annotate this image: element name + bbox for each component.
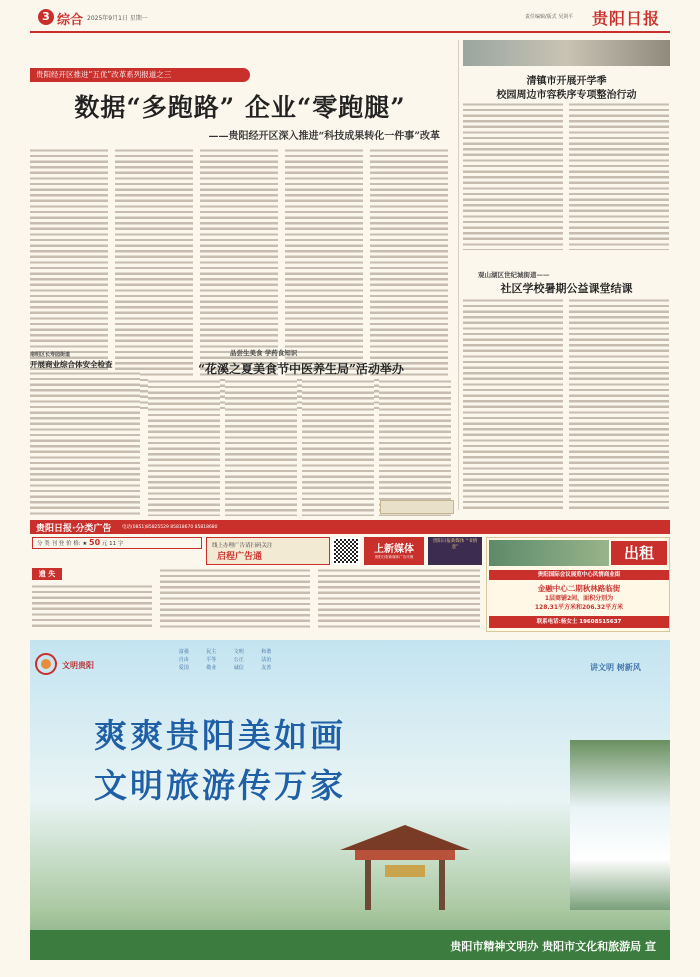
value-7: 公正	[233, 657, 244, 663]
pavilion-icon	[330, 820, 480, 910]
classified-ads	[30, 520, 670, 634]
banner-footer-text: 贵阳市精神文明办 贵阳市文化和旅游局 宣	[450, 940, 656, 953]
banner-footer	[30, 930, 670, 960]
banner-slogan-1: 爽爽贵阳美如画	[94, 716, 346, 755]
section-name: 综合	[57, 13, 84, 28]
price-unit: 元 11 字	[101, 541, 124, 547]
middle-body	[148, 379, 454, 516]
middle-column-2	[225, 379, 297, 516]
value-12: 友善	[261, 665, 272, 671]
rental-title: 贵阳国际会议展览中心风情商业街	[489, 570, 669, 580]
value-3: 文明	[233, 649, 244, 655]
right-top-photo	[463, 40, 670, 66]
value-6: 平等	[206, 657, 217, 663]
qr-code	[332, 537, 360, 565]
value-2: 民主	[206, 649, 217, 655]
value-10: 敬业	[206, 665, 217, 671]
middle-kicker: 品尝生美食 学药食知识	[230, 349, 298, 357]
middle-column-1	[148, 379, 220, 516]
brief-title: 开展商业综合体安全检查	[30, 360, 113, 369]
rental-line3: 128.31平方米和206.32平方米	[534, 604, 624, 611]
xinmei-label: 上新媒体	[374, 544, 414, 555]
classified-header	[30, 520, 670, 534]
online-ad	[206, 537, 330, 565]
rental-line1: 金融中心二期秋林路临街	[537, 584, 621, 593]
right-top-body	[463, 102, 670, 250]
editor-credit: 责任编辑/版式 吴剑平	[525, 14, 574, 20]
value-8: 法治	[261, 657, 272, 663]
value-4: 和谐	[261, 649, 272, 655]
xinmei-sub: 贵阳日报新媒体广告代理	[374, 555, 414, 559]
price-label: 分 类 刊 登 价 格: ★	[37, 541, 88, 547]
lost-notices-left	[32, 584, 152, 630]
brief-kicker: 南明区长寿园街道	[30, 352, 71, 358]
civilization-banner	[30, 640, 670, 960]
civilization-logo	[34, 652, 58, 676]
xinmei-badge	[364, 537, 424, 565]
civilization-brand: 文明贵阳	[62, 661, 94, 670]
header-rule	[30, 31, 670, 33]
right-mid-column-2	[569, 298, 669, 510]
lead-subtitle: ——贵阳经开区深入推进“科技成果转化一件事”改革	[208, 131, 440, 142]
classified-hotline: 电话(0851)85825529 85818670 85818680	[122, 525, 218, 530]
right-top-column-2	[569, 102, 669, 250]
middle-column-3	[302, 379, 374, 516]
right-mid-body	[463, 298, 670, 510]
value-5: 自由	[178, 657, 189, 663]
right-mid-title: 社区学校暑期公益课堂结课	[500, 282, 633, 295]
lost-tag: 遗 失	[32, 568, 62, 580]
banner-topright: 讲文明 树新风	[590, 663, 641, 672]
rental-hero	[489, 540, 609, 566]
price-value: 50	[89, 538, 101, 547]
value-11: 诚信	[233, 665, 244, 671]
right-mid-column-1	[463, 298, 563, 510]
issue-date: 2025年9月1日 星期一	[87, 15, 148, 22]
brief-body	[30, 371, 140, 516]
middle-inline-ad	[380, 500, 454, 514]
rental-line2: 1层商铺2间，面积分别为	[544, 595, 614, 602]
online-ad-line2: 启程广告通	[217, 552, 263, 562]
lost-notices	[32, 568, 482, 632]
value-1: 富强	[178, 649, 189, 655]
rental-badge: 出租	[611, 541, 667, 565]
right-mid-kicker: 观山湖区世纪城街道——	[478, 271, 550, 279]
online-ad-line1: 线上办理广告请扫码关注	[212, 543, 273, 549]
core-values	[170, 648, 280, 671]
middle-column-4	[379, 379, 451, 516]
waterfall-illustration	[570, 740, 670, 910]
new-media-slogan: 贵阳日报新媒体 “书情意”	[432, 539, 478, 550]
right-top-title-line2: 校园周边市容秩序专项整治行动	[496, 90, 637, 101]
right-top-column-1	[463, 102, 563, 250]
lost-notices-right	[318, 568, 480, 630]
classified-title: 贵阳日报·分类广告	[36, 524, 112, 534]
pavilion-illustration	[330, 820, 480, 910]
price-box	[32, 537, 202, 549]
series-banner: 贵阳经开区推进“五优”改革系列报道之三	[30, 68, 250, 82]
lost-notices-mid	[160, 568, 310, 630]
newspaper-logo: 贵阳日报	[592, 9, 661, 28]
middle-title: “花溪之夏美食节中医养生局”活动举办	[198, 362, 404, 376]
value-9: 爱国	[178, 665, 189, 671]
lead-title: 数据“多跑路” 企业“零跑腿”	[74, 93, 406, 122]
rental-ad	[486, 537, 670, 632]
rental-contact: 联系电话:杨女士 19608515637	[489, 616, 669, 628]
column-divider	[458, 40, 459, 510]
right-top-title-line1: 清镇市开展开学季	[526, 76, 607, 87]
banner-slogan-2: 文明旅游传万家	[94, 766, 346, 805]
new-media-ad	[428, 537, 482, 565]
flower-logo-icon	[34, 652, 58, 676]
section-number-badge: 3	[38, 9, 54, 25]
